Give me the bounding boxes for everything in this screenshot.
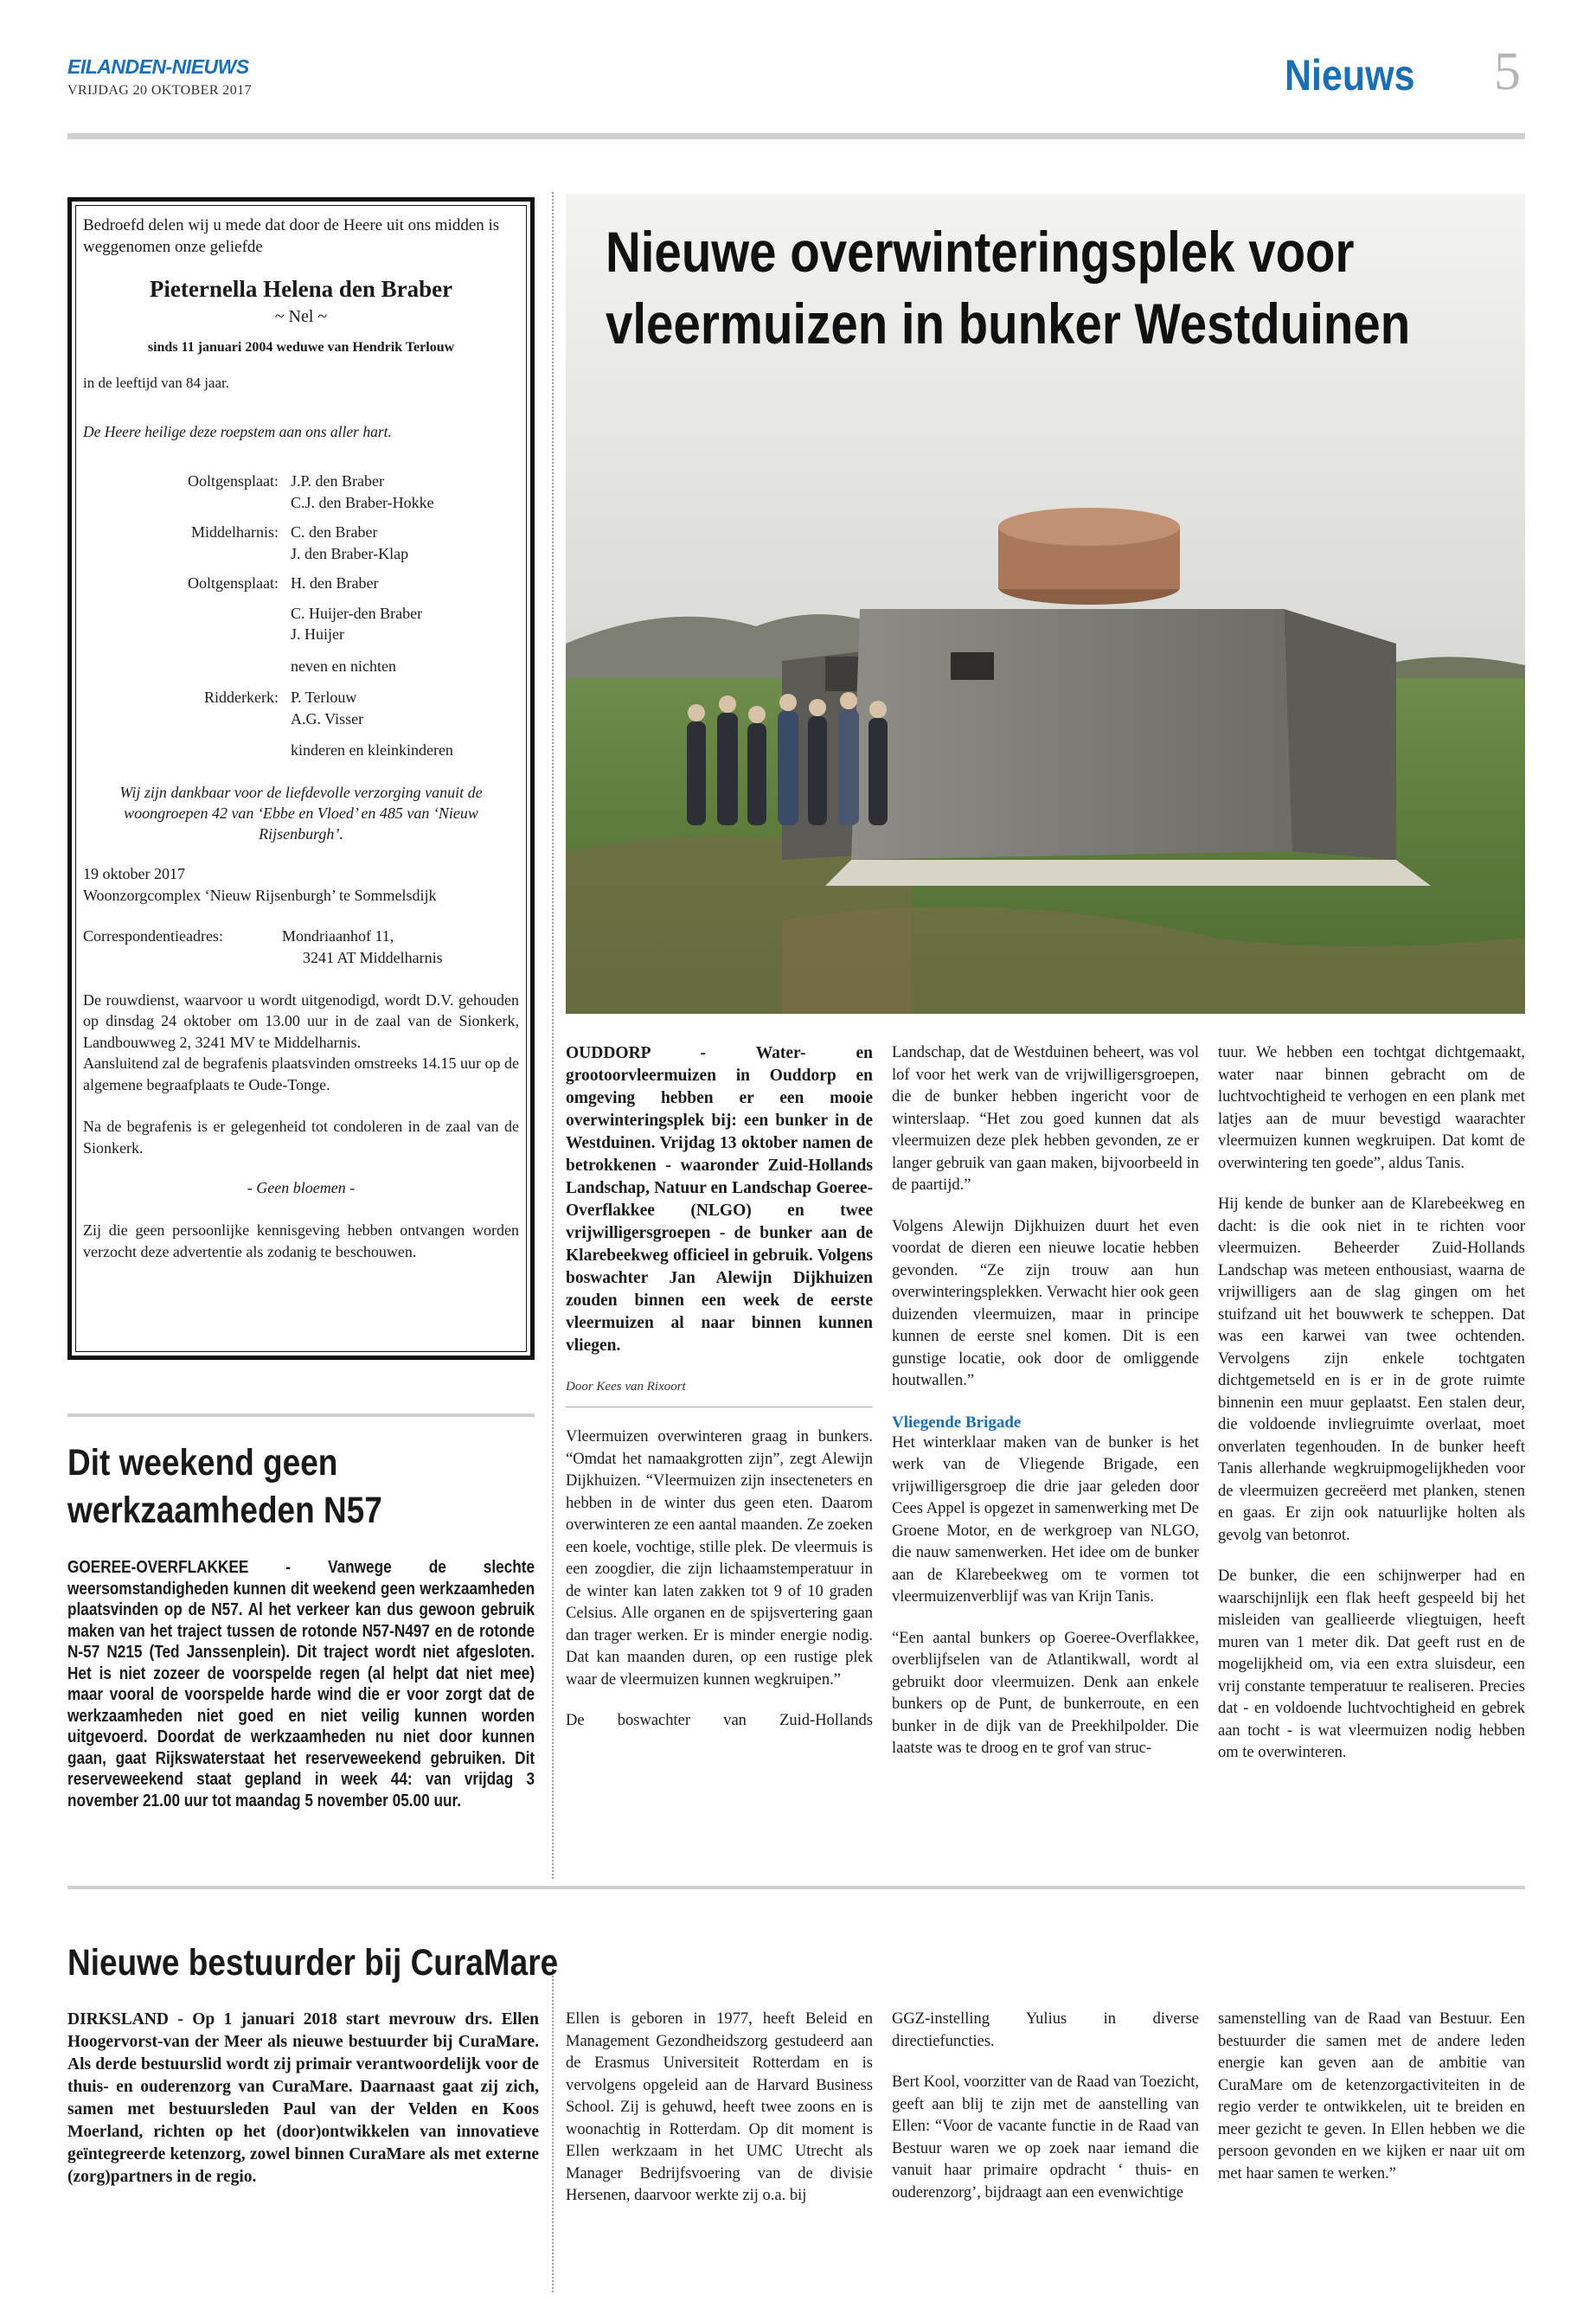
obituary-relative-name: J. den Braber-Klap xyxy=(291,544,409,562)
obituary-relative-place xyxy=(83,603,291,645)
obituary-location: Woonzorgcomplex ‘Nieuw Rijsenburgh’ te Sommelsdijk xyxy=(83,886,437,904)
obituary-relatives xyxy=(83,471,519,761)
obituary-relative-row xyxy=(83,656,519,677)
obituary-service: De rouwdienst, waarvoor u wordt uitgenodigd, wordt D.V. gehouden op dinsdag 24 oktober om 13.00 uur in de zaal van de Sionkerk, Landbouwweg 2, 3241 MV te Middelharnis. xyxy=(83,990,519,1051)
masthead-rule xyxy=(67,133,1525,139)
curamare-paragraph: Bert Kool, voorzitter van de Raad van Toezicht, geeft aan blij te zijn met de aanstelling van Ellen: “Voor de vacante functie in de Raad van Bestuur waren we op zoek naar iemand die vanuit haar primaire opdracht ‘ thuis- en ouderenzorg’, bijdraagt aan een evenwichtige xyxy=(892,2073,1199,2202)
bat-paragraph: Landschap, dat de Westduinen beheert, was vol lof voor het werk van de vrijwilligersgroepen, die de bunker hebben ingericht voor de winterslaap. “Het zou goed kunnen dat als vleermuizen deze plek hebben gevonden, ze er langer gebruik van gaan maken, bijvoorbeeld in de paartijd.” xyxy=(892,1044,1199,1194)
section-title: Nieuws xyxy=(1285,51,1415,99)
obituary-relative-place: Ooltgensplaat: xyxy=(188,574,279,592)
bat-paragraph: Vleermuizen overwinteren graag in bunkers. “Omdat het namaakgrotten zijn”, zegt Alewijn Dijkhuizen. “Vleermuizen zijn insecteneters en hebben in de winter dus geen eten. Daarom overwinteren ze een aantal maanden. Ze zoeken een koele, vochtige, stille plek. De vleermuis is een zoogdier, die zijn lichaamstemperatuur in de winter kan laten zakken tot 9 of 10 graden Celsius. Alle organen en de spijsvertering gaan dan trager werken. Er is minder energie nodig. Dat kan maanden duren, op een rustige plek waar de vleermuizen kunnen wegkruipen.” xyxy=(566,1428,873,1689)
obituary-no-flowers: - Geen bloemen - xyxy=(247,1179,356,1196)
obituary-address-label: Correspondentieadres: xyxy=(83,926,223,945)
obituary-condolence: Na de begrafenis is er gelegenheid tot condoleren in de zaal van de Sionkerk. xyxy=(83,1118,519,1157)
curamare-paragraph: Ellen is geboren in 1977, heeft Beleid en Management Gezondheidszorg gestudeerd aan de Erasmus Universiteit Rotterdam en is vervolgens opgeleid aan de Harvard Business School. Zij is gehuwd, heeft twee zoons en is woonachtig in Rotterdam. Op dit moment is Ellen werkzaam in het UMC Utrecht als Manager Bedrijfsvoering van de divisie Hersenen, daarvoor werkte zij o.a. bij xyxy=(566,2010,873,2204)
obituary-relative-name: J.P. den Braber xyxy=(291,472,384,490)
obituary-relative-place: Ooltgensplaat: xyxy=(188,472,279,490)
bat-paragraph: Hij kende de bunker aan de Klarebeekweg en dacht: is die ook niet in te richten voor vleermuizen. Beheerder Zuid-Hollands Landschap was meteen enthousiast, waarna de vrijwilligers aan de slag gingen om het stuifzand uit het bouwwerk te scheppen. Dat was een karwei van twee ochtenden. Vervolgens zijn enkele tochtgaten dichtgemetseld en is er in de grote ruimte binnenin een muur geplaatst. Een stalen deur, die voldoende invliegruimte overlaat, moet onverlaten tegenhouden. In de bunker heeft Tanis allerhande wegkruipmogelijkheden voor de vleermuizen gecreëerd met planken, stenen en gaas. Er zijn ook natuurlijke holten als gevolg van betonrot. xyxy=(1218,1195,1525,1544)
obituary-relative-place: Ridderkerk: xyxy=(204,689,279,706)
obituary-relative-place: Middelharnis: xyxy=(191,523,279,541)
column-separator xyxy=(552,1955,554,2292)
obituary-verse: De Heere heilige deze roepstem aan ons aller hart. xyxy=(83,423,392,440)
curamare-lead: DIRKSLAND - Op 1 januari 2018 start mevrouw drs. Ellen Hoogervorst-van der Meer als nieuwe bestuurder bij CuraMare. Als derde bestuurslid wordt zij primair verantwoordelijk voor de thuis- en ouderenzorg van CuraMare. Daarnaast gaat zij zich, samen met bestuursleden Paul van der Velden en Koos Moerland, richten op het (door)ontwikkelen van innovatieve geïntegreerde ketenzorg, zowel binnen CuraMare als met externe (zorg)partners in de regio. xyxy=(67,2010,539,2186)
obituary-age: in de leeftijd van 84 jaar. xyxy=(83,375,229,391)
column-separator xyxy=(552,192,554,1879)
bat-lead: OUDDORP - Water- en grootoorvleermuizen in Ouddorp en omgeving hebben er een mooie overwinteringsplek bij: een bunker in de Westduinen. Vrijdag 13 oktober namen de betrokkenen - waaronder Zuid-Hollands Landschap, Natuur en Landschap Goeree-Overflakkee (NLGO) en twee vrijwilligersgroepen - de bunker aan de Klarebeekweg officieel in gebruik. Volgens boswachter Jan Alewijn Dijkhuizen zouden binnen een week de eerste vleermuizen al naar binnen kunnen vliegen. xyxy=(566,1044,873,1355)
obituary-relative-row xyxy=(83,522,519,564)
obituary-relative-name: C. den Braber xyxy=(291,523,378,541)
obituary-date: 19 oktober 2017 xyxy=(83,864,185,882)
bat-paragraph: Volgens Alewijn Dijkhuizen duurt het even voordat de dieren een nieuwe locatie hebben gevonden. “Ze zijn trouw aan hun overwinteringsplekken. Verwacht hier ook geen duizenden vleermuizen, maar in principe kunnen de eerste snel komen. Dit is een gunstige locatie, ook door de omliggende houtwallen.” xyxy=(892,1217,1199,1389)
bat-paragraph: Het winterklaar maken van de bunker is het werk van de Vliegende Brigade, een vrijwilligersgroep die drie jaar geleden door Cees Appel is opgezet in samenwerking met De Groene Motor, en de werkgroep van NLGO, die nauw samenwerken. Het idee om de bunker aan de Klarebeekweg om te vormen tot vleermuizenverblijf was van Krijn Tanis. xyxy=(892,1433,1199,1606)
article-rule xyxy=(67,1886,1525,1889)
article-rule xyxy=(67,1413,535,1417)
curamare-headline: Nieuwe bestuurder bij CuraMare xyxy=(67,1942,559,1984)
bat-paragraph: De bunker, die een schijnwerper had en waarschijnlijk een flak heeft gespeeld bij het misleiden van geallieerde vliegtuigen, heeft muren van 1 meter dik. Dat geeft rust en de mogelijkheid om, via een extra sluisdeur, een vrij constante temperatuur te realiseren. Precies dat - en voldoende luchtvochtigheid en gebrek aan tocht - is wat vleermuizen nodig hebben om te overwinteren. xyxy=(1218,1567,1525,1761)
obituary-relative-row xyxy=(83,471,519,513)
bat-headline: Nieuwe overwinteringsplek voor vleermuizen in bunker Westduinen xyxy=(606,220,1411,356)
masthead-date: VRIJDAG 20 OKTOBER 2017 xyxy=(67,83,252,98)
obituary-intro: Bedroefd delen wij u mede dat door de Heere uit ons midden is weggenomen onze geliefde xyxy=(83,216,500,256)
obituary-name: Pieternella Helena den Braber xyxy=(149,276,453,302)
obituary-relative-name: C. Huijer-den Braber xyxy=(291,604,423,622)
bat-paragraph: De boswachter van Zuid-Hollands xyxy=(566,1712,873,1729)
bat-byline: Door Kees van Rixoort xyxy=(566,1380,873,1407)
obituary-address-line: 3241 AT Middelharnis xyxy=(303,948,443,966)
obituary-relative-place xyxy=(83,740,291,761)
page-number: 5 xyxy=(1494,42,1521,101)
obituary-relative-row xyxy=(83,573,519,594)
bat-paragraph: tuur. We hebben een tochtgat dichtgemaakt, water naar binnen gebracht om de luchtvochtigheid te verhogen en een plank met latjes aan de muur bevestigd waarachter vleermuizen kunnen wegkruipen. Dat komt de overwintering ten goede”, aldus Tanis. xyxy=(1218,1044,1525,1172)
obituary-address-line: Mondriaanhof 11, xyxy=(282,926,394,945)
obituary-burial: Aansluitend zal de begrafenis plaatsvinden omstreeks 14.15 uur op de algemene begraafplaats te Oude-Tonge. xyxy=(83,1054,519,1093)
obituary-relative-name: kinderen en kleinkinderen xyxy=(291,741,453,759)
obituary-relative-name: J. Huijer xyxy=(291,625,344,643)
n57-dateline: GOEREE-OVERFLAKKEE - xyxy=(67,1558,329,1577)
obituary-relative-name: C.J. den Braber-Hokke xyxy=(291,493,434,511)
obituary-thanks: Wij zijn dankbaar voor de liefdevolle verzorging vanuit de woongroepen 42 van ‘Ebbe en Vloed’ en 485 van ‘Nieuw Rijsenburgh’. xyxy=(119,783,483,843)
bat-paragraph: “Een aantal bunkers op Goeree-Overflakkee, overblijfselen van de Atlantikwall, wordt al gebruikt door vleermuizen. Denk aan enkele bunkers op de Punt, de bunkerroute, en een bunker in de dijk van de Preekhilpolder. Die laatste was te droog en te grof van struc- xyxy=(892,1629,1199,1757)
n57-headline: Dit weekend geen werkzaamheden N57 xyxy=(67,1442,382,1531)
masthead-logo: EILANDEN-NIEUWS xyxy=(67,55,249,78)
bat-subhead: Vliegende Brigade xyxy=(892,1413,1022,1432)
curamare-paragraph: GGZ-instelling Yulius in diverse directiefuncties. xyxy=(892,2010,1199,2050)
obituary-relative-place xyxy=(83,656,291,677)
obituary-relative-row xyxy=(83,687,519,729)
n57-text: Vanwege de slechte weersomstandigheden kunnen dit weekend geen werkzaamheden plaatsvinden op de N57. Al het verkeer kan dus gewoon gebruik maken van het traject tussen de rotonde N57-N497 en de rotonde N-57 N215 (Ted Janssenplein). Dit traject wordt niet afgesloten. Het is niet zozeer de voorspelde regen (al helpt dat niet mee) maar vooral de voorspelde harde wind die er voor zorgt dat de werkzaamheden niet goed en niet veilig kunnen worden uitgevoerd. Doordat de werkzaamheden nu niet door kunnen gaan, gaat Rijkswaterstaat het reserveweekend gebruiken. Dit reserveweekend staat gepland in week 44: van vrijdag 3 november 21.00 uur tot maandag 5 november 05.00 uur. xyxy=(67,1558,535,1811)
obituary-relative-name: H. den Braber xyxy=(291,574,379,592)
obituary-relative-name: P. Terlouw xyxy=(291,689,357,706)
obituary-relative-row xyxy=(83,603,519,645)
obituary-relative-row xyxy=(83,740,519,761)
obituary-nickname: ~ Nel ~ xyxy=(274,307,328,326)
curamare-paragraph: samenstelling van de Raad van Bestuur. Een bestuurder die samen met de andere leden energie kan geven aan de ambitie van CuraMare om de ketenzorgactiviteiten in de regio verder te ontwikkelen, uit te breiden en meer gezicht te geven. In Ellen hebben we die persoon gevonden en we kijken er naar uit om met haar samen te werken.” xyxy=(1218,2010,1525,2182)
n57-body xyxy=(67,1557,535,1811)
obituary-relative-name: neven en nichten xyxy=(291,657,396,675)
obituary-closing: Zij die geen persoonlijke kennisgeving hebben ontvangen worden verzocht deze advertentie als zodanig te beschouwen. xyxy=(83,1221,519,1260)
obituary-relative-name: A.G. Visser xyxy=(291,709,364,727)
obituary-widow: sinds 11 januari 2004 weduwe van Hendrik Terlouw xyxy=(147,340,455,355)
